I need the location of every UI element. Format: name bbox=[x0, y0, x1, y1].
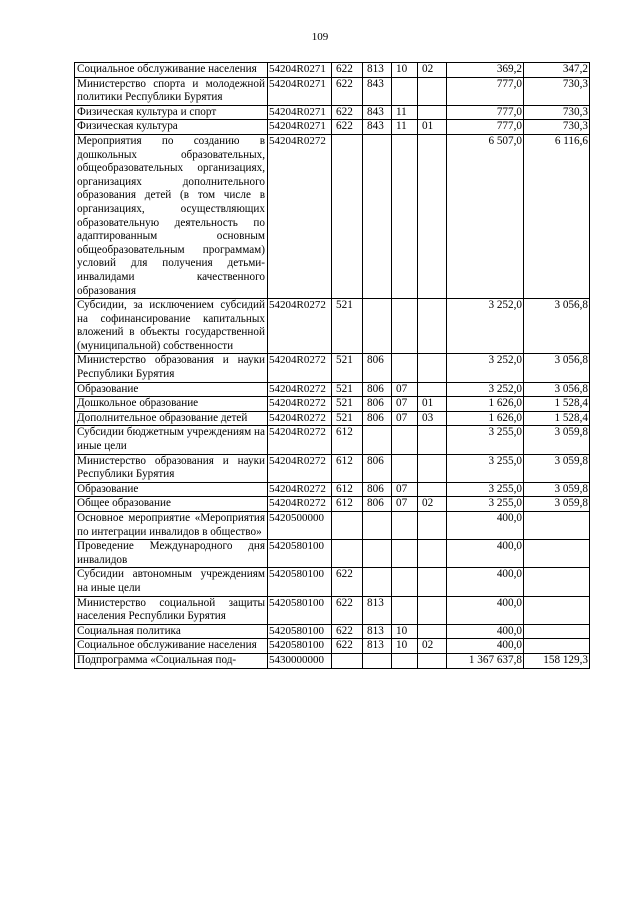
section-code: 07 bbox=[392, 482, 418, 497]
target-article-code: 54204R0272 bbox=[268, 299, 332, 354]
ministry-code: 843 bbox=[363, 77, 392, 105]
row-name: Образование bbox=[75, 382, 268, 397]
table-row bbox=[75, 639, 590, 654]
ministry-code: 843 bbox=[363, 120, 392, 135]
amount-planned: 6 507,0 bbox=[447, 134, 524, 298]
expense-type-code: 622 bbox=[332, 77, 363, 105]
expense-type-code: 612 bbox=[332, 426, 363, 454]
row-name: Физическая культура bbox=[75, 120, 268, 135]
row-name: Субсидии бюджетным учреждениям на иные цели bbox=[75, 426, 268, 454]
ministry-code: 806 bbox=[363, 382, 392, 397]
ministry-code: 806 bbox=[363, 454, 392, 482]
amount-planned: 369,2 bbox=[447, 63, 524, 78]
expense-type-code: 612 bbox=[332, 482, 363, 497]
ministry-code: 843 bbox=[363, 105, 392, 120]
amount-executed: 3 056,8 bbox=[524, 354, 590, 382]
table-row bbox=[75, 512, 590, 540]
section-code: 07 bbox=[392, 382, 418, 397]
subsection-code bbox=[418, 540, 447, 568]
section-code bbox=[392, 454, 418, 482]
table-row bbox=[75, 540, 590, 568]
expense-type-code: 622 bbox=[332, 596, 363, 624]
subsection-code bbox=[418, 299, 447, 354]
ministry-code: 806 bbox=[363, 411, 392, 426]
amount-executed bbox=[524, 540, 590, 568]
expense-type-code: 622 bbox=[332, 105, 363, 120]
page-number: 109 bbox=[311, 31, 329, 43]
amount-executed: 730,3 bbox=[524, 77, 590, 105]
ministry-code bbox=[363, 426, 392, 454]
target-article-code: 54204R0271 bbox=[268, 63, 332, 78]
row-name: Дополнительное образование детей bbox=[75, 411, 268, 426]
section-code bbox=[392, 596, 418, 624]
section-code bbox=[392, 512, 418, 540]
section-code: 07 bbox=[392, 411, 418, 426]
table-row bbox=[75, 120, 590, 135]
amount-planned: 400,0 bbox=[447, 639, 524, 654]
table-row bbox=[75, 653, 590, 668]
subsection-code: 02 bbox=[418, 639, 447, 654]
expense-type-code: 521 bbox=[332, 382, 363, 397]
table-row bbox=[75, 105, 590, 120]
target-article-code: 5430000000 bbox=[268, 653, 332, 668]
section-code bbox=[392, 426, 418, 454]
ministry-code bbox=[363, 512, 392, 540]
table-row bbox=[75, 63, 590, 78]
table-row bbox=[75, 77, 590, 105]
target-article-code: 54204R0272 bbox=[268, 397, 332, 412]
expense-type-code: 612 bbox=[332, 454, 363, 482]
subsection-code: 01 bbox=[418, 120, 447, 135]
amount-executed: 3 056,8 bbox=[524, 299, 590, 354]
target-article-code: 5420580100 bbox=[268, 568, 332, 596]
expense-type-code: 521 bbox=[332, 411, 363, 426]
table-row bbox=[75, 426, 590, 454]
section-code bbox=[392, 540, 418, 568]
section-code: 10 bbox=[392, 639, 418, 654]
amount-planned: 400,0 bbox=[447, 540, 524, 568]
target-article-code: 54204R0272 bbox=[268, 354, 332, 382]
table-row bbox=[75, 454, 590, 482]
expense-type-code bbox=[332, 512, 363, 540]
ministry-code: 806 bbox=[363, 397, 392, 412]
table-row bbox=[75, 624, 590, 639]
subsection-code bbox=[418, 568, 447, 596]
target-article-code: 5420500000 bbox=[268, 512, 332, 540]
subsection-code bbox=[418, 77, 447, 105]
amount-executed: 1 528,4 bbox=[524, 397, 590, 412]
target-article-code: 54204R0271 bbox=[268, 105, 332, 120]
table-row bbox=[75, 497, 590, 512]
target-article-code: 54204R0272 bbox=[268, 482, 332, 497]
amount-planned: 400,0 bbox=[447, 596, 524, 624]
target-article-code: 54204R0272 bbox=[268, 497, 332, 512]
amount-executed: 6 116,6 bbox=[524, 134, 590, 298]
table-row bbox=[75, 354, 590, 382]
row-name: Министерство образования и науки Республики Бурятия bbox=[75, 354, 268, 382]
target-article-code: 54204R0272 bbox=[268, 426, 332, 454]
table-row bbox=[75, 134, 590, 298]
target-article-code: 5420580100 bbox=[268, 540, 332, 568]
amount-planned: 777,0 bbox=[447, 105, 524, 120]
subsection-code bbox=[418, 454, 447, 482]
section-code: 11 bbox=[392, 120, 418, 135]
table-row bbox=[75, 411, 590, 426]
subsection-code bbox=[418, 105, 447, 120]
section-code bbox=[392, 77, 418, 105]
subsection-code bbox=[418, 134, 447, 298]
section-code bbox=[392, 134, 418, 298]
amount-executed bbox=[524, 596, 590, 624]
section-code bbox=[392, 354, 418, 382]
row-name: Основное мероприятие «Мероприятия по интеграции инвалидов в общество» bbox=[75, 512, 268, 540]
amount-planned: 400,0 bbox=[447, 512, 524, 540]
target-article-code: 54204R0272 bbox=[268, 454, 332, 482]
expense-type-code: 622 bbox=[332, 639, 363, 654]
row-name: Социальное обслуживание населения bbox=[75, 63, 268, 78]
section-code: 07 bbox=[392, 397, 418, 412]
ministry-code: 813 bbox=[363, 639, 392, 654]
amount-planned: 1 626,0 bbox=[447, 397, 524, 412]
row-name: Подпрограмма «Социальная под- bbox=[75, 653, 268, 668]
section-code: 07 bbox=[392, 497, 418, 512]
subsection-code bbox=[418, 512, 447, 540]
table-row bbox=[75, 382, 590, 397]
section-code bbox=[392, 653, 418, 668]
section-code bbox=[392, 299, 418, 354]
expense-type-code: 521 bbox=[332, 299, 363, 354]
amount-executed bbox=[524, 512, 590, 540]
table-row bbox=[75, 482, 590, 497]
target-article-code: 5420580100 bbox=[268, 596, 332, 624]
expense-type-code bbox=[332, 134, 363, 298]
row-name: Министерство образования и науки Республики Бурятия bbox=[75, 454, 268, 482]
ministry-code: 806 bbox=[363, 482, 392, 497]
row-name: Субсидии, за исключением субсидий на софинансирование капитальных вложений в объекты государственной (муниципальной) собственности bbox=[75, 299, 268, 354]
subsection-code bbox=[418, 426, 447, 454]
row-name: Министерство спорта и молодежной политики Республики Бурятия bbox=[75, 77, 268, 105]
expense-type-code: 612 bbox=[332, 497, 363, 512]
expense-type-code: 622 bbox=[332, 568, 363, 596]
row-name: Субсидии автономным учреждениям на иные цели bbox=[75, 568, 268, 596]
subsection-code bbox=[418, 382, 447, 397]
subsection-code: 01 bbox=[418, 397, 447, 412]
expense-type-code: 622 bbox=[332, 120, 363, 135]
subsection-code bbox=[418, 354, 447, 382]
amount-planned: 3 252,0 bbox=[447, 382, 524, 397]
subsection-code bbox=[418, 596, 447, 624]
expense-type-code bbox=[332, 653, 363, 668]
amount-planned: 3 255,0 bbox=[447, 426, 524, 454]
ministry-code: 813 bbox=[363, 63, 392, 78]
table-row bbox=[75, 299, 590, 354]
row-name: Общее образование bbox=[75, 497, 268, 512]
table-row bbox=[75, 596, 590, 624]
amount-planned: 3 252,0 bbox=[447, 354, 524, 382]
amount-executed: 3 059,8 bbox=[524, 454, 590, 482]
target-article-code: 54204R0271 bbox=[268, 77, 332, 105]
amount-planned: 3 255,0 bbox=[447, 482, 524, 497]
row-name: Социальное обслуживание населения bbox=[75, 639, 268, 654]
table-row bbox=[75, 568, 590, 596]
amount-executed: 730,3 bbox=[524, 105, 590, 120]
amount-executed: 1 528,4 bbox=[524, 411, 590, 426]
section-code: 11 bbox=[392, 105, 418, 120]
expense-type-code: 521 bbox=[332, 397, 363, 412]
amount-executed bbox=[524, 624, 590, 639]
amount-executed: 730,3 bbox=[524, 120, 590, 135]
table-row bbox=[75, 397, 590, 412]
section-code bbox=[392, 568, 418, 596]
subsection-code bbox=[418, 624, 447, 639]
target-article-code: 54204R0272 bbox=[268, 382, 332, 397]
amount-executed: 3 059,8 bbox=[524, 482, 590, 497]
row-name: Проведение Международного дня инвалидов bbox=[75, 540, 268, 568]
amount-planned: 1 626,0 bbox=[447, 411, 524, 426]
amount-executed: 158 129,3 bbox=[524, 653, 590, 668]
ministry-code: 813 bbox=[363, 624, 392, 639]
expense-type-code bbox=[332, 540, 363, 568]
target-article-code: 5420580100 bbox=[268, 639, 332, 654]
row-name: Дошкольное образование bbox=[75, 397, 268, 412]
section-code: 10 bbox=[392, 63, 418, 78]
ministry-code bbox=[363, 299, 392, 354]
amount-planned: 400,0 bbox=[447, 624, 524, 639]
subsection-code: 02 bbox=[418, 63, 447, 78]
amount-executed: 3 059,8 bbox=[524, 426, 590, 454]
row-name: Министерство социальной защиты населения Республики Бурятия bbox=[75, 596, 268, 624]
subsection-code: 03 bbox=[418, 411, 447, 426]
ministry-code bbox=[363, 540, 392, 568]
amount-planned: 777,0 bbox=[447, 77, 524, 105]
amount-planned: 1 367 637,8 bbox=[447, 653, 524, 668]
amount-planned: 3 255,0 bbox=[447, 497, 524, 512]
ministry-code: 806 bbox=[363, 354, 392, 382]
subsection-code bbox=[418, 482, 447, 497]
amount-planned: 777,0 bbox=[447, 120, 524, 135]
amount-executed: 3 059,8 bbox=[524, 497, 590, 512]
ministry-code: 806 bbox=[363, 497, 392, 512]
target-article-code: 54204R0271 bbox=[268, 120, 332, 135]
ministry-code bbox=[363, 653, 392, 668]
amount-executed: 347,2 bbox=[524, 63, 590, 78]
amount-planned: 3 255,0 bbox=[447, 454, 524, 482]
subsection-code bbox=[418, 653, 447, 668]
expense-type-code: 622 bbox=[332, 624, 363, 639]
target-article-code: 54204R0272 bbox=[268, 134, 332, 298]
ministry-code bbox=[363, 134, 392, 298]
amount-planned: 3 252,0 bbox=[447, 299, 524, 354]
expense-type-code: 521 bbox=[332, 354, 363, 382]
ministry-code bbox=[363, 568, 392, 596]
row-name: Мероприятия по созданию в дошкольных образовательных, общеобразовательных организациях, организациях дополнительного образования детей (в том числе в организациях, осуществляющих образовательную деятельность по адаптированным основным общеобразовательным программам) условий для получения детьми-инвалидами качественного образования bbox=[75, 134, 268, 298]
row-name: Образование bbox=[75, 482, 268, 497]
budget-table bbox=[74, 62, 590, 669]
section-code: 10 bbox=[392, 624, 418, 639]
target-article-code: 54204R0272 bbox=[268, 411, 332, 426]
amount-executed bbox=[524, 639, 590, 654]
ministry-code: 813 bbox=[363, 596, 392, 624]
amount-planned: 400,0 bbox=[447, 568, 524, 596]
row-name: Социальная политика bbox=[75, 624, 268, 639]
amount-executed bbox=[524, 568, 590, 596]
target-article-code: 5420580100 bbox=[268, 624, 332, 639]
row-name: Физическая культура и спорт bbox=[75, 105, 268, 120]
expense-type-code: 622 bbox=[332, 63, 363, 78]
subsection-code: 02 bbox=[418, 497, 447, 512]
amount-executed: 3 056,8 bbox=[524, 382, 590, 397]
